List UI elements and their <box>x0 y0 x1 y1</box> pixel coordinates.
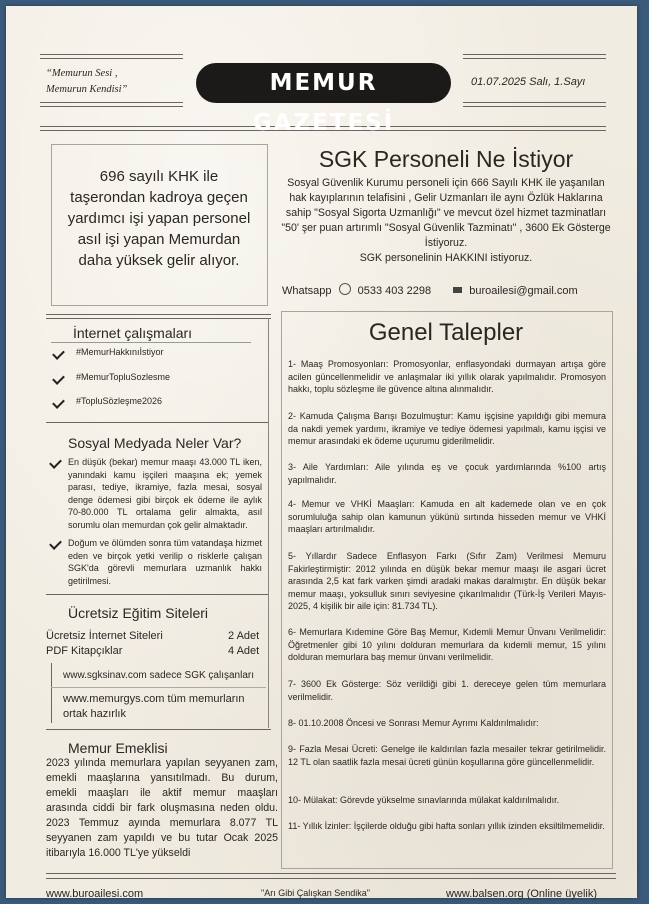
section-rule <box>46 314 271 315</box>
sosyal-title: Sosyal Medyada Neler Var? <box>68 435 242 451</box>
check-icon <box>52 347 65 360</box>
talep-item: 8- 01.10.2008 Öncesi ve Sonrası Memur Ayrımı Kaldırılmalıdır: <box>288 718 539 728</box>
check-icon <box>52 372 65 385</box>
genel-talepler-title: Genel Talepler <box>368 319 524 346</box>
phone-number: 0533 403 2298 <box>357 285 432 297</box>
site-link-sgksinav[interactable]: www.sgksinav.com sadece SGK çalışanları <box>63 670 255 681</box>
section-rule <box>46 729 271 730</box>
sosyal-item: Doğum ve ölümden sonra tüm vatandaşa hizmet eden ve birçok yetki verilip o risklerle çalışan SGK'da görevli memurlara uzmanlık hakkı getirilmesi. <box>68 538 262 586</box>
email-address: buroailesi@gmail.com <box>469 285 578 297</box>
footer-rule <box>46 873 616 879</box>
egitim-row-label: PDF Kitapçıklar <box>46 645 123 657</box>
khk-text: 696 sayılı KHK ile taşerondan kadroya geçen yardımcı işi yapan personel asıl işi yapan Memurdan daha yüksek gelir alıyor. <box>67 168 251 269</box>
masthead-rule <box>463 106 606 107</box>
egitim-row-label: Ücretsiz İnternet Siteleri <box>46 630 163 642</box>
motto-line: “Memurun Sesi , <box>46 68 118 79</box>
footer-slogan: "Arı Gibi Çalışkan Sendika" <box>261 888 370 898</box>
section-rule <box>46 318 271 319</box>
site-link-memurgys[interactable]: www.memurgys.com tüm memurların ortak hazırlık <box>63 693 245 720</box>
contact-row <box>282 283 612 297</box>
whatsapp-icon <box>339 283 351 295</box>
hashtag: #TopluSözleşme2026 <box>76 396 163 406</box>
sgk-title: SGK Personeli Ne İstiyor <box>318 146 574 172</box>
section-underline <box>51 342 251 343</box>
talep-item: 4- Memur ve VHKİ Maaşları: Kamuda en alt kademede olan ve en çok sorumluluğa sahip olan kamunun yükünü sırtında hisseden memur ve VHKİ maaşları artırılmalıdır. <box>288 499 606 534</box>
section-rule <box>46 422 268 423</box>
footer-balsen-link[interactable]: www.balsen.org (Online üyelik) <box>446 888 598 900</box>
masthead-rule <box>463 58 606 59</box>
check-icon <box>49 456 62 469</box>
dateline: 01.07.2025 Salı, 1.Sayı <box>471 76 586 88</box>
masthead-rule <box>463 102 606 103</box>
talep-item: 11- Yıllık İzinler: İşçilerde olduğu gibi hafta sonları yıllık izinden eksiltilmemelidir. <box>288 821 605 831</box>
masthead-rule <box>40 58 183 59</box>
egitim-row-value: 2 Adet <box>228 630 260 642</box>
masthead-rule <box>463 54 606 55</box>
talep-item: 9- Fazla Mesai Ücreti: Genelge ile kaldırılan fazla mesailer tekrar getirilmelidir. 12 TL olan saatlik fazla mesai ücreti günün koşullarına göre güncellenmelidir. <box>288 744 606 767</box>
talep-item: 7- 3600 Ek Gösterge: Söz verildiği gibi 1. dereceye gelen tüm memurlara verilmelidir. <box>288 679 606 702</box>
site-divider <box>51 687 266 688</box>
column-rule <box>268 318 269 728</box>
footer-website-link[interactable]: www.buroailesi.com <box>46 888 144 900</box>
sgk-body <box>281 176 611 266</box>
talep-item: 3- Aile Yardımları: Aile yılında eş ve çocuk yardımlarında %100 artış yapılmalıdır. <box>288 462 606 485</box>
talep-item: 5- Yıllardır Sadece Enflasyon Farkı (Sıfır Zam) Verilmesi Memuru Fakirleştirmiştir: 2012 yılında en düşük bekar memur maaşı ile asgari ücret arasında 2,5 kat fark varken şimdi aradaki makas daralmıştır. En düşük bekar memur maaşı, yoksulluk sınırı seviyesine çıkarılmalıdır (Türk-İş Verileri Mayıs-2025, 4 kişilik bir aile için: 81.734 TL). <box>288 551 606 611</box>
emekli-title: Memur Emeklisi <box>68 740 168 756</box>
motto-line: Memurun Kendisi” <box>46 84 128 95</box>
sgk-body-text: SGK personelinin HAKKINI istiyoruz. <box>359 252 533 264</box>
hashtag: #MemurHakkınıİstiyor <box>76 347 164 357</box>
check-icon <box>52 396 65 409</box>
egitim-title: Ücretsiz Eğitim Siteleri <box>68 605 209 621</box>
newspaper-page <box>6 6 637 898</box>
masthead-rule <box>40 102 183 103</box>
masthead-rule <box>40 54 183 55</box>
masthead-rule <box>40 106 183 107</box>
sosyal-item: En düşük (bekar) memur maaşı 43.000 TL iken, yanındaki kamu işçileri maaşına ek; yemek parası, tediye, ikramiye, fazla mesai, sosyal denge ödemesi gibi birçok ek ödeme ile aylık 70-80.000 TL ortalama gelir almakta, asıl sorumlu olan memurdan çok gelir almaktadır. <box>68 457 262 530</box>
talep-item: 10- Mülakat: Görevde yükselme sınavlarında mülakat kaldırılmalıdır. <box>288 795 560 805</box>
newspaper-logo: MEMUR GAZETESİ <box>196 63 451 103</box>
mail-icon <box>453 287 462 293</box>
egitim-row-value: 4 Adet <box>228 645 260 657</box>
quote-bar <box>51 663 52 723</box>
hashtag: #MemurTopluSozlesme <box>76 372 171 382</box>
motto <box>46 66 166 98</box>
check-icon <box>49 537 62 550</box>
sgk-body-text: Sosyal Güvenlik Kurumu personeli için 666 Sayılı KHK ile yaşanılan hak kayıplarının telafisini , Gelir Uzmanları ile aynı Özlük Haklarına sahip "Sosyal Sigorta Uzmanlığı" ve mevcut özel hizmet tazminatları "50' şer puan artırımlı "Sosyal Güvenlik Tazminatı" , 3600 Ek Gösterge İstiyoruz. <box>281 177 611 249</box>
whatsapp-label: Whatsapp <box>282 285 332 297</box>
internet-title: İnternet çalışmaları <box>73 325 193 341</box>
talep-item: 6- Memurlara Kıdemine Göre Baş Memur, Kıdemli Memur Ünvanı Verilmelidir: Öğretmenler gibi 10 yılını dolduran memurlara da kıdemli memur, 15 yılını dolduran memurlara baş memur ünvanı verilmelidir. <box>288 627 606 662</box>
talep-item: 2- Kamuda Çalışma Barışı Bozulmuştur: Kamu işçisine yapıldığı gibi memura da nakdi yemek yardımı, ikramiye ve tediye ödemesi yapılmalı, kamu işçisi ve memur arasındaki ek ödeme uçurumu giderilmelidir. <box>288 411 606 446</box>
emekli-text: 2023 yılında memurlara yapılan seyyanen zam, emekli maaşlarına yansıtılmadı. Bu durum, emekli maaşları ile aktif memur maaşları arasında ciddi bir fark oluşmasına neden oldu. 2023 Temmuz ayında memurlara 8.077 TL seyyanen zam yapıldı ve bu tutar Ocak 2025 itibarıyla 16.000 TL'ye yükseldi <box>46 757 278 859</box>
section-rule <box>46 594 268 595</box>
talep-item: 1- Maaş Promosyonları: Promosyonlar, enflasyondaki durmayan artışa göre acilen güncellenmelidir ve anlaşmalar iki yıllık olarak yapılmalıdır. Promosyon hakkı, toplu sözleşme ile güvence altına alınmalıdır. <box>288 359 606 394</box>
